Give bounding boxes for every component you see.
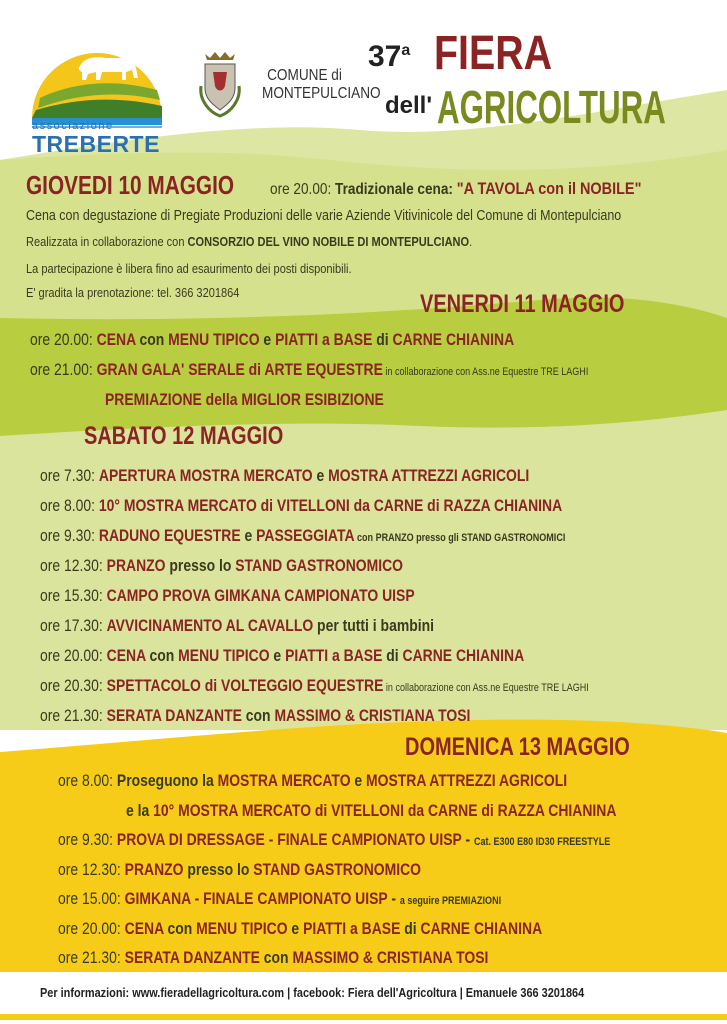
domenica-item-part: e: [350, 771, 367, 790]
sabato-item-part: e: [240, 526, 257, 545]
sabato-item-part: SPETTACOLO di VOLTEGGIO EQUESTRE: [106, 676, 384, 695]
domenica-item-part: 10° MOSTRA MERCATO di VITELLONI da CARNE di RAZZA CHIANINA: [153, 800, 617, 820]
domenica-item-time: ore 15.00:: [58, 889, 125, 908]
domenica-day-heading: DOMENICA 13 MAGGIO: [405, 733, 630, 761]
domenica-item: [58, 830, 610, 850]
domenica-item-part: presso lo: [183, 859, 254, 879]
giovedi-event: Tradizionale cena:: [335, 181, 453, 198]
comune-crest-graphic: [195, 52, 245, 122]
giovedi-line4: E' gradita la prenotazione: tel. 366 3201864: [26, 285, 240, 300]
domenica-item-part: e: [287, 918, 304, 938]
sabato-item-time: ore 8.00:: [40, 496, 99, 515]
sabato-item-part: CENA: [106, 646, 146, 665]
sabato-item-part: MASSIMO & CRISTIANA TOSI: [274, 706, 471, 725]
venerdi-item-part: GRAN GALA' SERALE di ARTE EQUESTRE: [96, 360, 383, 379]
domenica-item-note: Cat. E300 E80 ID30 FREESTYLE: [473, 836, 611, 848]
domenica-item-time: ore 9.30:: [58, 830, 117, 849]
sabato-item: [40, 586, 415, 606]
venerdi-item-part: MENU TIPICO: [168, 330, 260, 349]
domenica-item-part: MENU TIPICO: [196, 918, 288, 938]
logo-treberte-graphic: [22, 28, 172, 128]
giovedi-line3: La partecipazione è libera fino ad esaurimento dei posti disponibili.: [26, 261, 352, 276]
sabato-item-time: ore 20.00:: [40, 646, 107, 665]
domenica-item-part: CENA: [124, 918, 164, 938]
comune-name: [262, 67, 381, 103]
domenica-item-time: ore 20.00:: [58, 918, 125, 938]
domenica-item-part: PRANZO: [124, 859, 184, 879]
sabato-item-note: con PRANZO presso gli STAND GASTRONOMICI: [354, 532, 566, 544]
title-fiera: FIERA: [434, 27, 553, 80]
domenica-item: [126, 801, 616, 821]
comune-crest-icon: [195, 52, 245, 122]
domenica-item-part: SERATA DANZANTE: [124, 948, 260, 967]
domenica-item-part: MOSTRA MERCATO: [217, 771, 351, 790]
logo-treberte-icon: [22, 28, 172, 158]
domenica-item-part: con: [259, 948, 293, 967]
sabato-item: [40, 646, 524, 666]
domenica-item-part: -: [387, 889, 400, 908]
domenica-item-time: ore 21.30:: [58, 948, 125, 967]
sabato-item: [40, 616, 434, 636]
domenica-item-part: STAND GASTRONOMICO: [253, 859, 422, 879]
venerdi-item-part: e: [259, 330, 276, 349]
logo-association-label: associazione: [32, 120, 114, 132]
sabato-item-part: per tutti i bambini: [313, 616, 434, 635]
domenica-item-part: MASSIMO & CRISTIANA TOSI: [292, 948, 489, 967]
domenica-item-part: MOSTRA ATTREZZI AGRICOLI: [366, 771, 568, 790]
domenica-item-part: PROVA DI DRESSAGE - FINALE CAMPIONATO UISP: [116, 830, 462, 849]
sabato-item-part: RADUNO EQUESTRE: [98, 526, 241, 545]
venerdi-item-time: ore 21.00:: [30, 360, 97, 379]
sabato-item: [40, 706, 470, 726]
sabato-item-part: con: [145, 646, 179, 665]
venerdi-item: [105, 390, 384, 410]
edition-superscript: a: [401, 42, 411, 59]
sabato-item-part: APERTURA: [98, 466, 176, 485]
sabato-day-heading: SABATO 12 MAGGIO: [84, 422, 284, 450]
footer-info: Per informazioni: www.fieradellagricoltura.com | facebook: Fiera dell'Agricoltura | Emanuele 366 3201864: [40, 985, 585, 1000]
domenica-item-time: ore 12.30:: [58, 859, 125, 879]
domenica-item-time: ore 8.00:: [58, 771, 117, 790]
sabato-item-time: ore 21.30:: [40, 706, 107, 725]
sabato-item-time: ore 20.30:: [40, 676, 107, 695]
sabato-item: [40, 466, 529, 486]
domenica-item: [58, 889, 501, 909]
giovedi-line2-c: .: [469, 234, 473, 249]
venerdi-item-part: PIATTI a BASE: [275, 330, 373, 349]
sabato-item: [40, 676, 589, 696]
domenica-item-part: -: [461, 830, 474, 849]
giovedi-line1: Cena con degustazione di Pregiate Produzioni delle varie Aziende Vitivinicole del Comune di Montepulciano: [26, 208, 622, 224]
sabato-item-part: MOSTRA MERCATO: [175, 466, 313, 485]
sabato-item-part: e: [312, 466, 329, 485]
domenica-item-part: Proseguono la: [116, 771, 218, 790]
venerdi-item-part: con: [135, 330, 169, 349]
domenica-item: [58, 860, 421, 880]
sabato-item: [40, 526, 565, 546]
sabato-item-time: ore 17.30:: [40, 616, 107, 635]
logo-treberte-label: TREBERTE: [32, 131, 160, 157]
giovedi-line2-b: CONSORZIO DEL VINO NOBILE DI MONTEPULCIANO: [187, 234, 470, 249]
domenica-item-note: a seguire PREMIAZIONI: [399, 895, 502, 907]
venerdi-item-part: di: [372, 330, 393, 349]
sabato-item: [40, 496, 562, 516]
sabato-item-part: con: [241, 706, 275, 725]
sabato-item: [40, 556, 403, 576]
venerdi-item-part: CARNE CHIANINA: [392, 330, 515, 349]
venerdi-day-heading: VENERDI 11 MAGGIO: [420, 290, 625, 318]
domenica-item: [58, 919, 542, 939]
sabato-item-part: e: [269, 646, 286, 665]
sabato-item-part: PRANZO: [106, 556, 166, 575]
venerdi-item-part: CENA: [96, 330, 136, 349]
domenica-item-part: CARNE CHIANINA: [420, 918, 543, 938]
sabato-item-time: ore 12.30:: [40, 556, 107, 575]
sabato-item-part: presso lo: [165, 556, 236, 575]
venerdi-item: [30, 330, 514, 350]
giovedi-line2: [26, 234, 472, 249]
venerdi-item: [30, 360, 588, 380]
domenica-item-part: PIATTI a BASE: [303, 918, 401, 938]
venerdi-item-note: in collaborazione con Ass.ne Equestre TRE LAGHI: [382, 366, 589, 378]
sabato-item-time: ore 15.30:: [40, 586, 107, 605]
sabato-item-part: MOSTRA ATTREZZI AGRICOLI: [328, 466, 530, 485]
sabato-item-time: ore 9.30:: [40, 526, 99, 545]
sabato-item-part: AVVICINAMENTO AL CAVALLO: [106, 616, 314, 635]
comune-line2: MONTEPULCIANO: [262, 85, 381, 102]
title-agricoltura: AGRICOLTURA: [437, 81, 666, 133]
domenica-item-part: e la: [126, 800, 154, 820]
sabato-item-part: PIATTI a BASE: [285, 646, 383, 665]
venerdi-item-part: PREMIAZIONE della MIGLIOR ESIBIZIONE: [105, 390, 384, 409]
sabato-item-time: ore 7.30:: [40, 466, 99, 485]
giovedi-headline: [270, 179, 641, 199]
domenica-item-part: GIMKANA - FINALE CAMPIONATO UISP: [124, 889, 388, 908]
giovedi-time: ore 20.00:: [270, 181, 332, 198]
domenica-item-part: di: [400, 918, 421, 938]
giovedi-line2-a: Realizzata in collaborazione con: [26, 234, 188, 249]
giovedi-quote: "A TAVOLA con il NOBILE": [456, 179, 642, 198]
sabato-item-part: MENU TIPICO: [178, 646, 270, 665]
sabato-item-part: 10° MOSTRA MERCATO di VITELLONI da CARNE di RAZZA CHIANINA: [98, 496, 563, 515]
sabato-item-part: SERATA DANZANTE: [106, 706, 242, 725]
giovedi-day-heading: GIOVEDI 10 MAGGIO: [26, 170, 235, 200]
comune-line1: COMUNE di: [267, 67, 342, 84]
domenica-item-part: con: [163, 918, 197, 938]
title-dell: dell': [385, 92, 433, 119]
sabato-item-part: CARNE CHIANINA: [402, 646, 525, 665]
sabato-item-part: di: [382, 646, 403, 665]
venerdi-item-time: ore 20.00:: [30, 330, 97, 349]
domenica-item: [58, 948, 488, 968]
sabato-item-part: STAND GASTRONOMICO: [235, 556, 404, 575]
sabato-item-note: in collaborazione con Ass.ne Equestre TRE LAGHI: [383, 682, 589, 694]
edition-number-value: 37: [368, 40, 402, 73]
sabato-item-part: CAMPO PROVA GIMKANA CAMPIONATO UISP: [106, 586, 415, 605]
sabato-item-part: PASSEGGIATA: [256, 526, 355, 545]
domenica-item: [58, 771, 567, 791]
edition-number: [368, 40, 410, 74]
